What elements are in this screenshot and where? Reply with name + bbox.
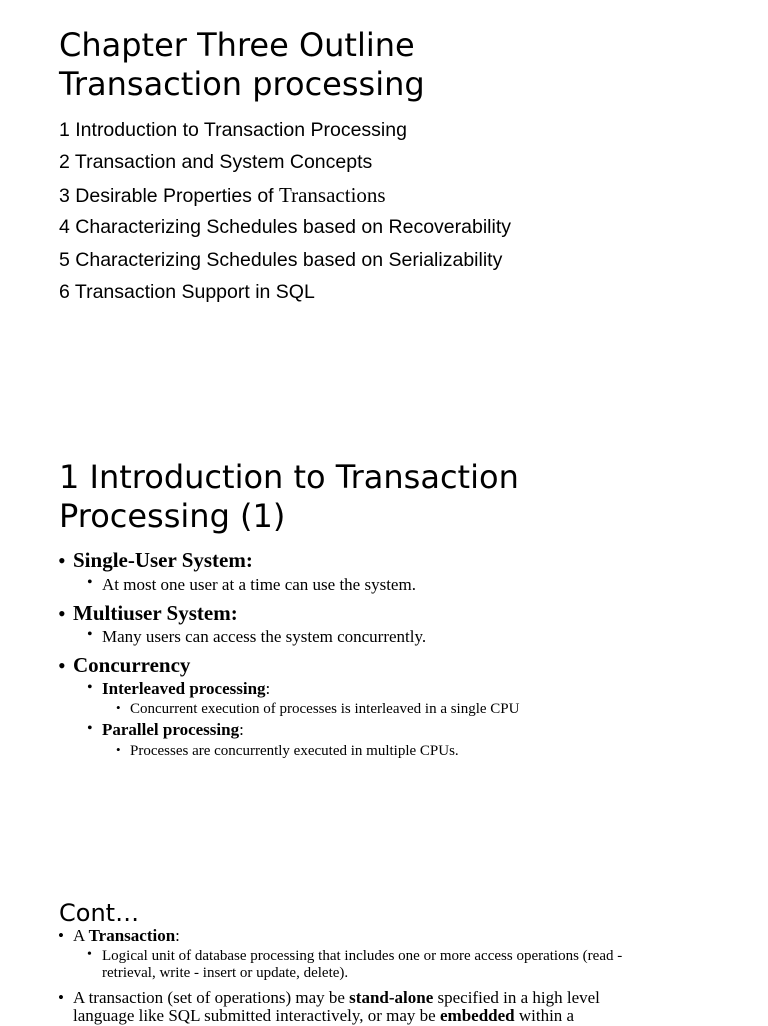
transaction-description-line-1: Logical unit of database processing that includes one or more access operations (read - xyxy=(102,948,623,964)
bullet-icon: • xyxy=(87,679,93,696)
bullet-icon: • xyxy=(58,926,64,945)
transaction-types-line-1: A transaction (set of operations) may be stand-alone specified in a high level xyxy=(73,988,600,1007)
multiuser-heading: Multiuser System: xyxy=(73,601,238,625)
concurrency-heading: Concurrency xyxy=(73,653,191,677)
bullet-icon: • xyxy=(87,947,92,962)
interleaved-heading: Interleaved processing: xyxy=(102,679,271,698)
bullet-icon: • xyxy=(58,548,66,573)
transaction-types-line-2: language like SQL submitted interactively, or may be embedded within a xyxy=(73,1006,575,1025)
title-line-1: Chapter Three Outline xyxy=(59,26,415,64)
outline-item-1: 1 Introduction to Transaction Processing xyxy=(59,119,407,141)
transaction-description-line-2: retrieval, write - insert or update, delete). xyxy=(102,965,349,981)
transaction-heading: A Transaction: xyxy=(73,926,180,945)
outline-item-4: 4 Characterizing Schedules based on Recoverability xyxy=(59,216,512,239)
bullet-icon: • xyxy=(87,720,93,737)
bullet-icon: • xyxy=(58,653,66,678)
single-user-heading: Single-User System: xyxy=(73,548,253,572)
outline-item-3: 3 Desirable Properties of Transactions xyxy=(59,182,386,207)
bullet-icon: • xyxy=(116,742,121,757)
outline-item-5: 5 Characterizing Schedules based on Serializability xyxy=(59,248,503,271)
title-line-2: Transaction processing xyxy=(59,65,425,103)
title-line-2: Processing (1) xyxy=(59,497,286,535)
slide-title: Cont… xyxy=(59,899,140,927)
bullet-icon: • xyxy=(87,574,93,591)
outline-item-2: 2 Transaction and System Concepts xyxy=(59,151,373,174)
single-user-description: At most one user at a time can use the system. xyxy=(102,575,416,594)
bullet-icon: • xyxy=(116,700,121,715)
outline-item-6: 6 Transaction Support in SQL xyxy=(59,280,315,303)
title-line-1: 1 Introduction to Transaction xyxy=(59,458,519,496)
bullet-icon: • xyxy=(87,626,93,643)
interleaved-description: Concurrent execution of processes is interleaved in a single CPU xyxy=(130,701,520,717)
parallel-description: Processes are concurrently executed in multiple CPUs. xyxy=(130,743,459,759)
bullet-icon: • xyxy=(58,988,64,1007)
bullet-icon: • xyxy=(58,601,66,626)
parallel-heading: Parallel processing: xyxy=(102,720,244,739)
multiuser-description: Many users can access the system concurrently. xyxy=(102,627,427,646)
